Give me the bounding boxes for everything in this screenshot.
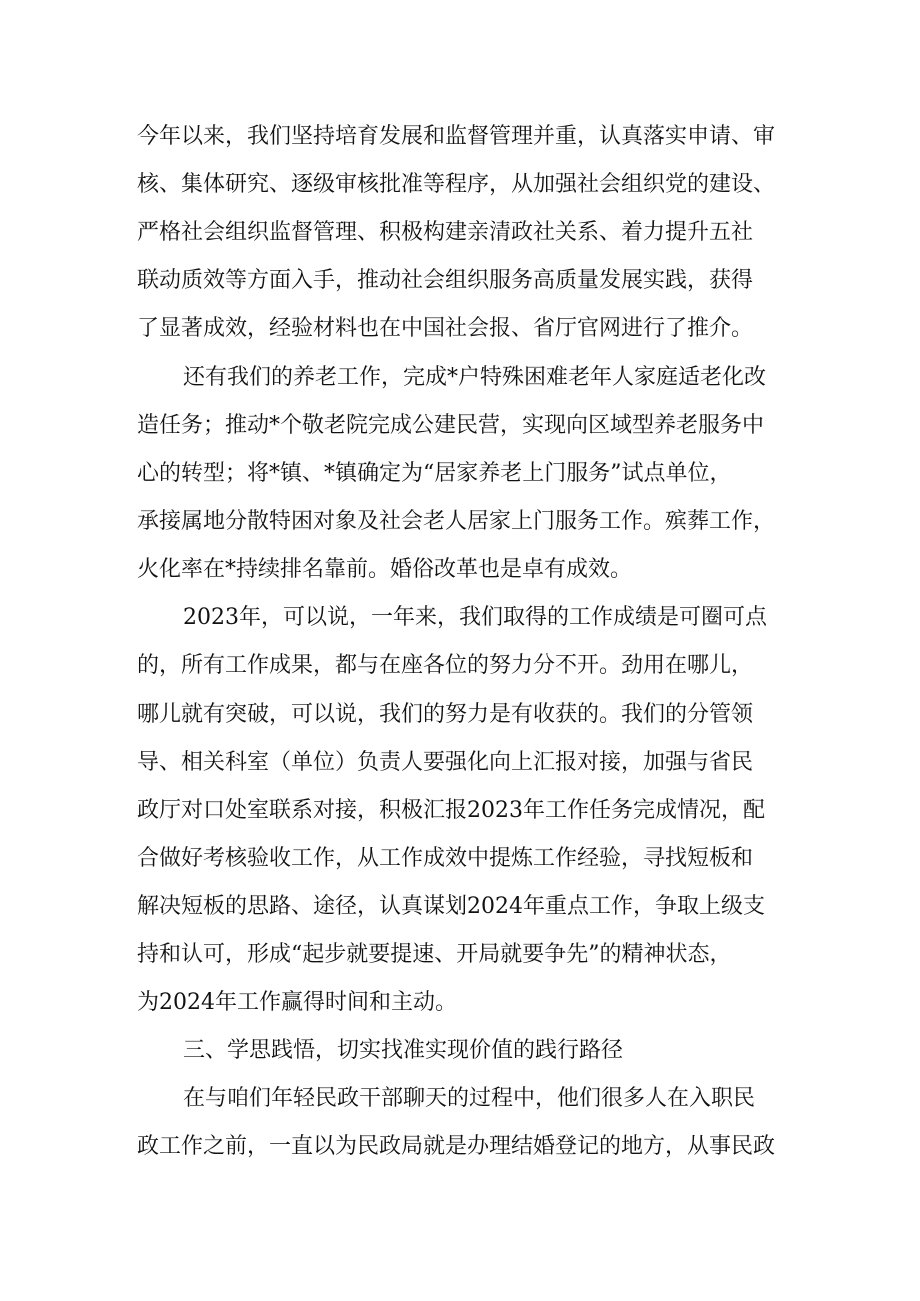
- paragraph-1-line-1: 今年以来，我们坚持培育发展和监督管理并重，认真落实申请、审: [137, 124, 776, 149]
- paragraph-2-line-1: 还有我们的养老工作，完成*户特殊困难老年人家庭适老化改: [183, 365, 767, 390]
- paragraph-3-line-7: 解决短板的思路、途径，认真谋划2024年重点工作，争取上级支: [137, 894, 765, 919]
- paragraph-3-line-8: 持和认可，形成“起步就要提速、开局就要争先”的精神状态，: [137, 942, 732, 967]
- paragraph-2-line-4: 承接属地分散特困对象及社会老人居家上门服务工作。殡葬工作，: [137, 509, 776, 534]
- paragraph-1-line-2: 核、集体研究、逐级审核批准等程序，从加强社会组织党的建设、: [137, 172, 776, 197]
- paragraph-3-line-2: 的，所有工作成果，都与在座各位的努力分不开。劲用在哪儿，: [137, 653, 754, 678]
- paragraph-5-line-1: 在与咱们年轻民政干部聊天的过程中，他们很多人在入职民: [183, 1086, 756, 1111]
- paragraph-3-line-4: 导、相关科室（单位）负责人要强化向上汇报对接，加强与省民: [137, 750, 754, 775]
- paragraph-1-line-3: 严格社会组织监督管理、积极构建亲清政社关系、着力提升五社: [137, 220, 754, 245]
- paragraph-3-line-3: 哪儿就有突破，可以说，我们的努力是有收获的。我们的分管领: [137, 702, 754, 727]
- paragraph-2-line-3: 心的转型；将*镇、*镇确定为“居家养老上门服务”试点单位，: [137, 461, 732, 486]
- section-heading: 三、学思践悟，切实找准实现价值的践行路径: [183, 1038, 624, 1063]
- paragraph-5-line-2: 政工作之前，一直以为民政局就是办理结婚登记的地方，从事民政: [137, 1134, 776, 1159]
- paragraph-2-line-2: 造任务；推动*个敬老院完成公建民营，实现向区域型养老服务中: [137, 413, 765, 438]
- paragraph-3-line-5: 政厅对口处室联系对接，积极汇报2023年工作任务完成情况，配: [137, 798, 765, 823]
- paragraph-3-line-9: 为2024年工作赢得时间和主动。: [137, 990, 457, 1015]
- paragraph-1-line-5: 了显著成效，经验材料也在中国社会报、省厅官网进行了推介。: [137, 316, 754, 341]
- paragraph-1-line-4: 联动质效等方面入手，推动社会组织服务高质量发展实践，获得: [137, 268, 754, 293]
- paragraph-3-line-1: 2023年，可以说，一年来，我们取得的工作成绩是可圈可点: [183, 605, 767, 630]
- paragraph-3-line-6: 合做好考核验收工作，从工作成效中提炼工作经验，寻找短板和: [137, 846, 754, 871]
- paragraph-2-line-5: 火化率在*持续排名靠前。婚俗改革也是卓有成效。: [137, 557, 633, 582]
